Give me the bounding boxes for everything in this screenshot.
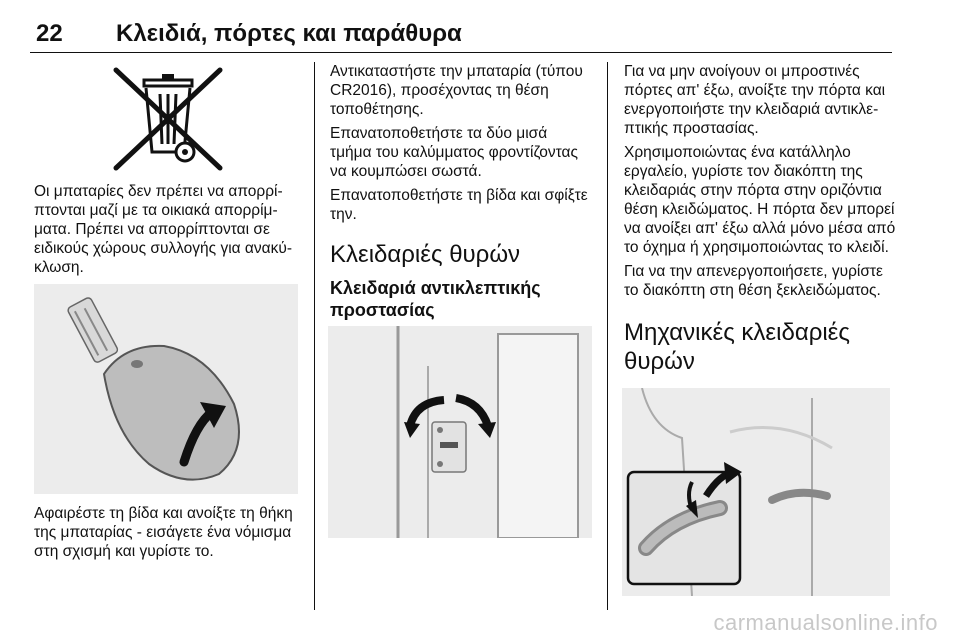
child-lock-illustration: [328, 326, 592, 538]
weee-crossed-bin-icon: [34, 64, 298, 174]
section-heading: Μηχανικές κλειδαριές θυρών: [624, 319, 850, 375]
paragraph: Για να την απενεργοποιήσετε, γυρίστε το διακόπτη στη θέση ξεκλειδώματος.: [624, 263, 883, 299]
paragraph: Οι μπαταρίες δεν πρέπει να απορρίπτονται μαζί με τα οικιακά απορρίμματα. Πρέπει να απορρίπτονται σε ειδικούς χώρους συλλογής για ανακύκλωση.: [34, 183, 292, 276]
paragraph: Αντικαταστήστε την μπαταρία (τύπου CR2016), προσέχοντας τη θέση τοποθέτησης.: [330, 63, 583, 118]
column-3: [624, 62, 896, 376]
page-number: 22: [36, 20, 63, 47]
door-handle-illustration: [622, 388, 890, 596]
paragraph: Χρησιμοποιώντας ένα κατάλληλο εργαλείο, γυρίστε τον διακόπτη της κλειδαριάς στην πόρτα στην οριζόντια θέση κλειδώματος. Η πόρτα δεν μπορεί να ανοίξει απ' έξω αλλά μόνο μέσα από το όχημα ή χρησιμοποιώντας το κλειδί.: [624, 144, 896, 256]
section-heading: Κλειδαριές θυρών: [330, 241, 521, 268]
key-fob-icon: [34, 284, 298, 494]
door-lock-icon: [328, 326, 592, 538]
paragraph: Για να μην ανοίγουν οι μπροστινές πόρτες απ' έξω, ανοίξτε την πόρτα και ενεργοποιήστε την κλειδαριά αντικλεπτικής προστασίας.: [624, 63, 886, 137]
column-2: [330, 62, 592, 321]
watermark: carmanualsonline.info: [713, 610, 938, 635]
paragraph: Επανατοποθετήστε τα δύο μισά τμήμα του καλύμματος φροντίζοντας να κουμπώσει σωστά.: [330, 125, 578, 180]
column-divider: [607, 62, 608, 610]
column-1: [34, 62, 298, 560]
paragraph: Αφαιρέστε τη βίδα και ανοίξτε τη θήκη της μπαταρίας - εισάγετε ένα νόμισμα στη σχισμή και γυρίστε το.: [34, 505, 293, 560]
page-title: Κλειδιά, πόρτες και παράθυρα: [116, 20, 462, 47]
subsection-heading: Κλειδαριά αντικλεπτικής προστασίας: [330, 278, 541, 320]
door-handle-icon: [622, 388, 890, 596]
page-header: [30, 0, 892, 53]
paragraph: Επανατοποθετήστε τη βίδα και σφίξτε την.: [330, 187, 588, 223]
key-fob-illustration: [34, 284, 298, 494]
column-divider: [314, 62, 315, 610]
